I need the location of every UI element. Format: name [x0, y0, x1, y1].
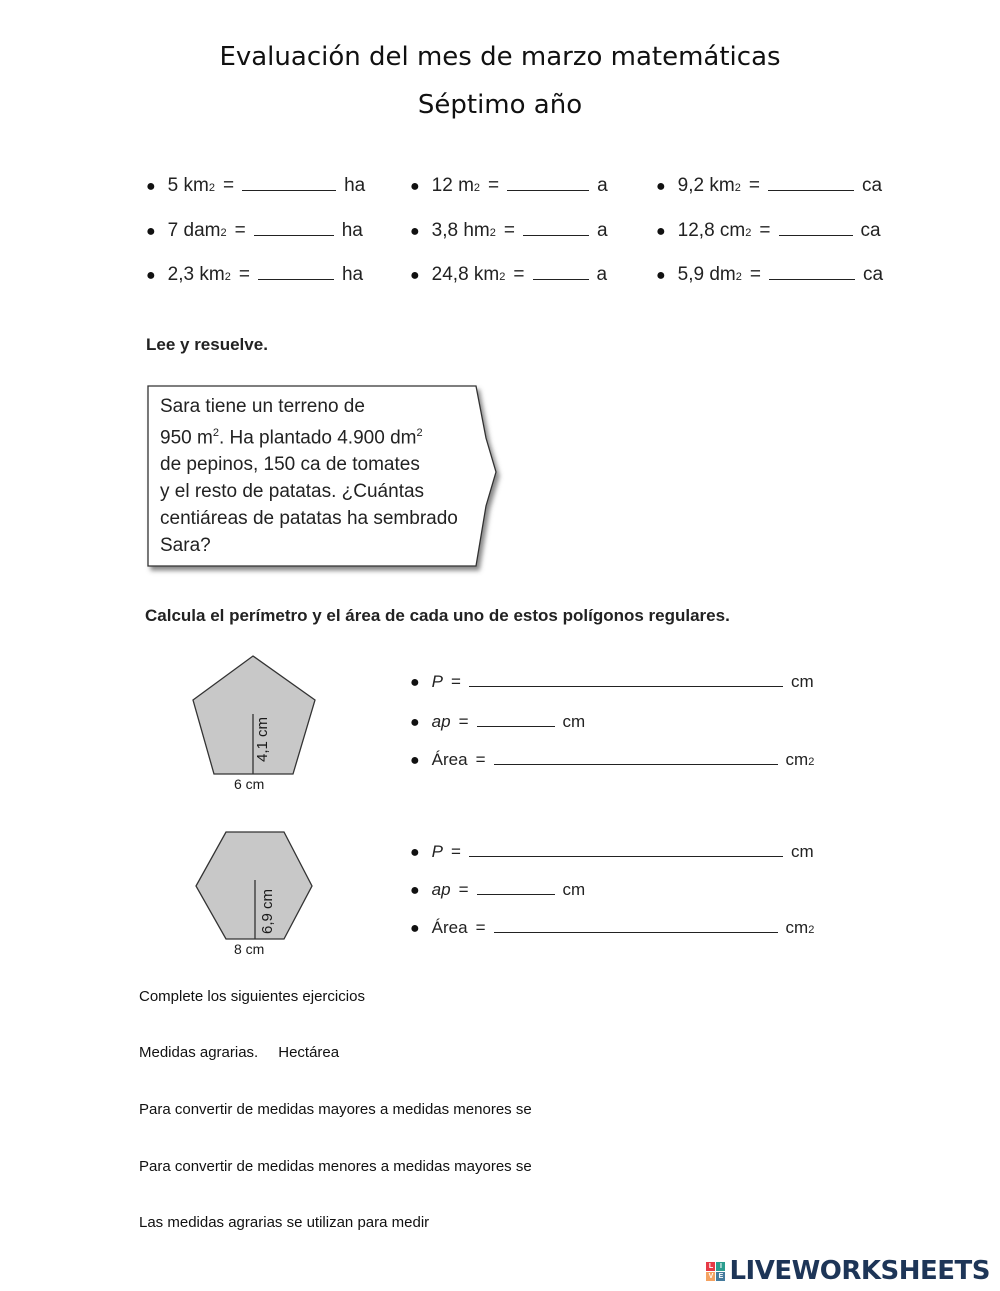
question-3: Las medidas agrarias se utilizan para medir [139, 1214, 430, 1231]
logo-text: LIVEWORKSHEETS [729, 1256, 990, 1286]
logo-cubes-icon: L I V E [706, 1262, 725, 1281]
answer-blank[interactable] [768, 174, 854, 191]
page-subtitle: Séptimo año [417, 90, 583, 120]
pentagon-side-label: 6 cm [234, 776, 265, 792]
pentagon-apothem: ● ap = cm [410, 712, 586, 731]
problem-text: Sara tiene un terreno de 950 $m^2$. Ha plantado 4.900 $dm^2$ de pepinos, 150 ca de tomates y el resto de patatas. ¿Cuántas centiáreas de patatas ha sembrado Sara? [160, 396, 458, 557]
answer-blank[interactable] [258, 263, 334, 280]
answer-blank[interactable] [769, 263, 855, 280]
answer-blank[interactable] [254, 219, 334, 236]
answer-blank[interactable] [779, 219, 853, 236]
question-2: Para convertir de medidas menores a medidas mayores se [139, 1158, 532, 1175]
answer-blank[interactable] [469, 670, 783, 687]
hexagon-figure [190, 828, 320, 943]
pentagon-perimeter: ● P = cm [410, 672, 814, 691]
question-1: Para convertir de medidas mayores a medidas menores se [139, 1101, 532, 1118]
answer-blank[interactable] [477, 710, 555, 727]
liveworksheets-logo[interactable] [706, 1256, 990, 1286]
conversion-item: ● 12 m 2 = a [410, 175, 608, 196]
answer-blank[interactable] [523, 219, 589, 236]
answer-blank[interactable] [469, 840, 783, 857]
conversion-item: ● 3,8 hm 2 = a [410, 220, 608, 241]
answer-blank[interactable] [533, 263, 589, 280]
hexagon-area: ● Área = cm 2 [410, 918, 815, 937]
polygons-heading: Calcula el perímetro y el área de cada uno de estos polígonos regulares. [145, 606, 730, 625]
measures-label: Medidas agrarias. Hectárea [139, 1044, 340, 1061]
conversion-item: ● 5,9 dm 2 = ca [656, 264, 884, 285]
hexagon-perimeter: ● P = cm [410, 842, 814, 861]
page-title: Evaluación del mes de marzo matemáticas [219, 42, 781, 72]
conversion-item: ● 24,8 km 2 = a [410, 264, 608, 285]
pentagon-area: ● Área = cm 2 [410, 750, 815, 769]
conversion-item: ● 7 dam 2 = ha [146, 220, 363, 241]
answer-blank[interactable] [477, 878, 555, 895]
answer-blank[interactable] [242, 174, 336, 191]
answer-blank[interactable] [507, 174, 589, 191]
hexagon-side-label: 8 cm [234, 941, 265, 957]
hexagon-apothem: ● ap = cm [410, 880, 586, 899]
answer-blank[interactable] [494, 748, 778, 765]
conversion-item: ● 2,3 km 2 = ha [146, 264, 364, 285]
conversion-item: ● 9,2 km 2 = ca [656, 175, 883, 196]
problem-heading: Lee y resuelve. [146, 335, 268, 354]
conversion-item: ● 12,8 cm 2 = ca [656, 220, 881, 241]
conversion-item: ● 5 km 2 = ha [146, 175, 366, 196]
answer-blank[interactable] [494, 916, 778, 933]
exercises-intro: Complete los siguientes ejercicios [139, 988, 365, 1005]
